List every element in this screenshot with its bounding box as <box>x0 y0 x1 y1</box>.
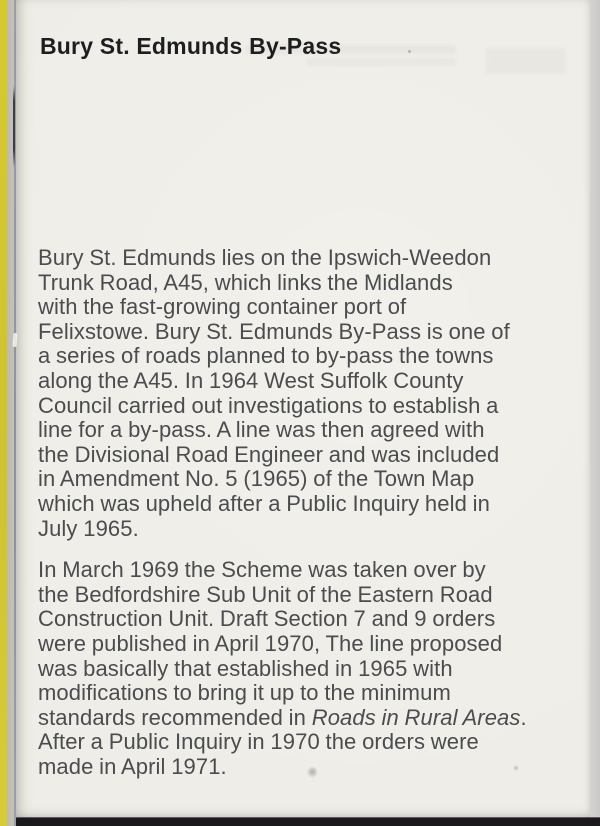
body-text <box>38 246 578 779</box>
text-line: were published in April 1970, The line proposed <box>38 630 503 656</box>
text-line: Construction Unit. Draft Section 7 and 9 orders <box>38 606 496 632</box>
text-line: along the A45. In 1964 West Suffolk County <box>38 367 464 393</box>
text-line: modifications to bring it up to the minimum <box>38 680 451 706</box>
text-line: line for a by-pass. A line was then agreed with <box>38 417 485 443</box>
text-line: made in April 1971. <box>38 753 227 779</box>
text-line: in Amendment No. 5 (1965) of the Town Map <box>38 466 475 492</box>
spine-ink-mark <box>13 86 15 168</box>
text-line: Bury St. Edmunds lies on the Ipswich-Weedon <box>38 245 492 270</box>
text-line: Felixstowe. Bury St. Edmunds By-Pass is one of <box>38 318 510 344</box>
text-line: which was upheld after a Public Inquiry held in <box>38 490 490 516</box>
text-line: was basically that established in 1965 with <box>38 655 453 681</box>
show-through-ghost <box>486 48 566 74</box>
text-line: After a Public Inquiry in 1970 the orders were <box>38 729 479 755</box>
text-line: standards recommended in Roads in Rural Areas. <box>38 704 527 730</box>
text-line: Council carried out investigations to establish a <box>38 392 499 418</box>
left-edge-yellow-strip <box>0 0 7 826</box>
page-title: Bury St. Edmunds By-Pass <box>40 33 342 60</box>
text-line: the Divisional Road Engineer and was included <box>38 441 500 467</box>
text-line: a series of roads planned to by-pass the towns <box>38 343 494 369</box>
right-edge-strip <box>590 0 600 818</box>
text-line: July 1965. <box>38 515 139 541</box>
text-line: In March 1969 the Scheme was taken over by <box>38 557 486 583</box>
bottom-scan-shadow <box>14 817 600 826</box>
paper-page <box>16 0 590 818</box>
text-line: Trunk Road, A45, which links the Midlands <box>38 269 453 295</box>
scan-speck <box>514 766 518 770</box>
scan-speck <box>408 50 411 53</box>
text-line: with the fast-growing container port of <box>38 294 407 320</box>
paragraph <box>38 558 578 779</box>
paragraph <box>38 246 578 541</box>
text-line: the Bedfordshire Sub Unit of the Eastern Road <box>38 581 493 607</box>
